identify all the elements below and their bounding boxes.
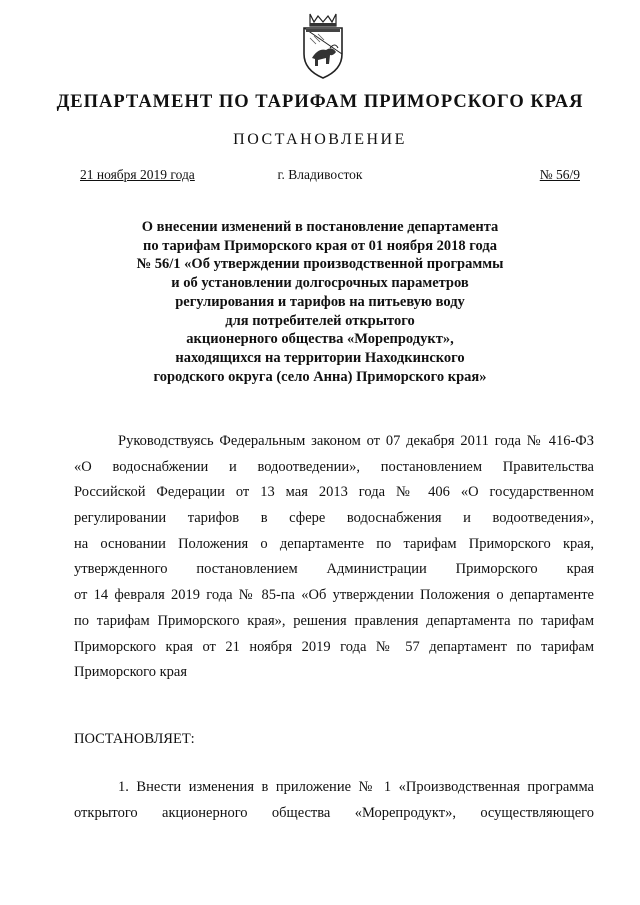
preamble-line: от 14 февраля 2019 года № 85-па «Об утверждении Положения о департаменте [74, 587, 594, 604]
preamble-line: Приморского края от 21 ноября 2019 года № 57 департамент по тарифам [74, 638, 594, 655]
document-number: № 56/9 [539, 167, 580, 182]
subject-line: городского округа (село Анна) Приморского края» [153, 368, 487, 385]
clause-line: 1. Внести изменения в приложение № 1 «Производственная программа [118, 779, 594, 795]
preamble-line: утвержденного постановлением Администрации Приморского края [74, 561, 594, 578]
preamble-line: Руководствуясь Федеральным законом от 07 декабря 2011 года № 416-ФЗ [118, 433, 594, 449]
subject-line: регулирования и тарифов на питьевую воду [175, 293, 465, 310]
preamble-line: регулировании тарифов в сфере водоснабжения и водоотведения», [74, 510, 594, 527]
subject-line: О внесении изменений в постановление департамента [141, 219, 499, 235]
subject-line: акционерного общества «Морепродукт», [186, 331, 454, 348]
preamble-line: Приморского края [74, 664, 188, 681]
document-subject [100, 218, 540, 386]
subject-line: для потребителей открытого [225, 312, 415, 329]
preamble-line: по тарифам Приморского края», решения правления департамента по тарифам [74, 612, 594, 629]
preamble-line: на основании Положения о департаменте по тарифам Приморского края, [74, 535, 594, 552]
clause-line: открытого акционерного общества «Морепродукт», осуществляющего [74, 804, 594, 821]
department-title: ДЕПАРТАМЕНТ ПО ТАРИФАМ ПРИМОРСКОГО КРАЯ [56, 92, 584, 112]
document-date: 21 ноября 2019 года [80, 167, 195, 182]
preamble-line: Российской Федерации от 13 мая 2013 года № 406 «О государственном [74, 484, 594, 501]
document-type: ПОСТАНОВЛЕНИЕ [233, 131, 407, 148]
subject-line: находящихся на территории Находкинского [175, 349, 465, 366]
clause-1 [74, 775, 594, 826]
coat-of-arms-emblem [296, 8, 350, 80]
decree-word: ПОСТАНОВЛЯЕТ: [74, 731, 195, 747]
preamble-paragraph [74, 429, 594, 686]
subject-line: и об установлении долгосрочных параметров [171, 275, 469, 292]
subject-line: по тарифам Приморского края от 01 ноября 2018 года [143, 237, 497, 254]
subject-line: № 56/1 «Об утверждении производственной программы [136, 256, 504, 273]
preamble-line: «О водоснабжении и водоотведении», постановлением Правительства [74, 458, 594, 475]
document-city: г. Владивосток [277, 167, 363, 182]
